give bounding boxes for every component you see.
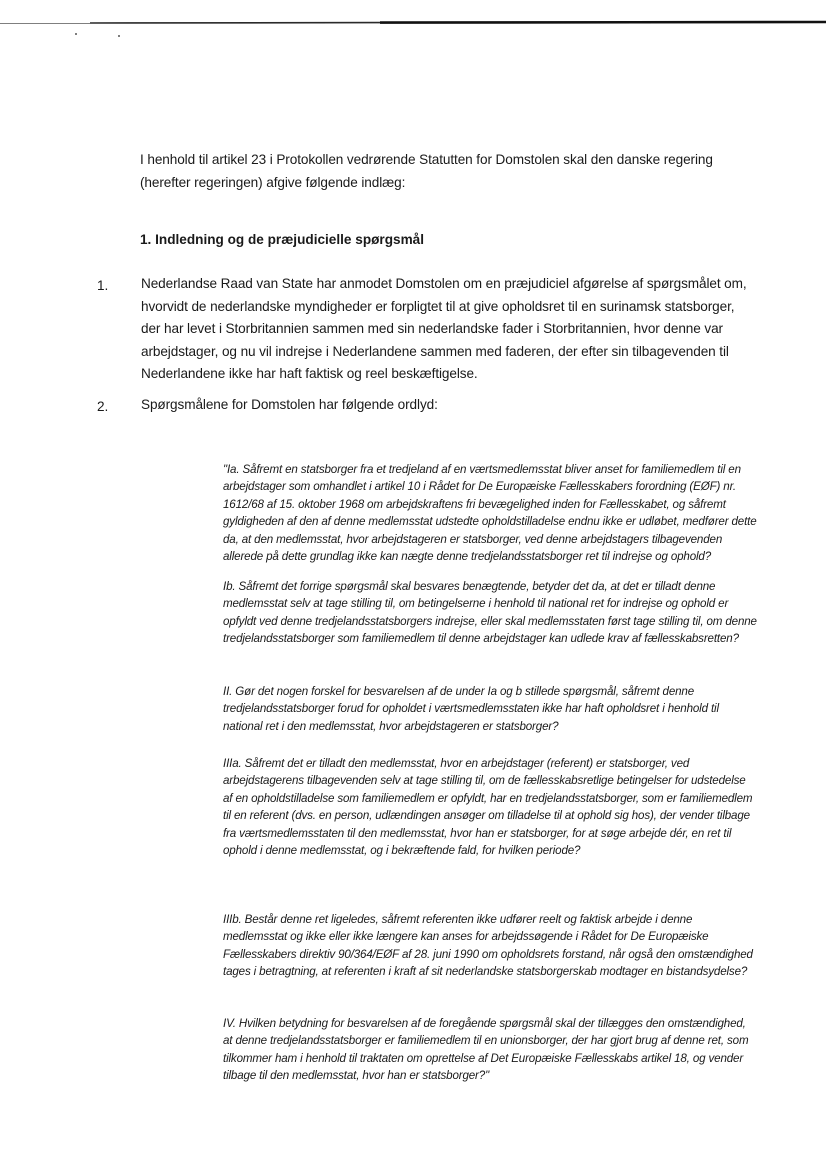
question-iiib: IIIb. Består denne ret ligeledes, såfremt referenten ikke udfører reelt og faktisk arbejde i denne medlemsstat og ikke eller ikke længere kan anses for arbejdssøgende i Rådet for De Europæiske Fællesskabers direktiv 90/364/EØF af 28. juni 1990 om opholdsrets forstand, når også den omstændighed tages i betragtning, at referenten i kraft af sit nederlandske statsborgerskab modtager en bistandsydelse?	[223, 913, 753, 979]
paragraph-text: Nederlandse Raad van State har anmodet Domstolen om en præjudiciel afgørelse af spørgsmålet om, hvorvidt de nederlandske myndigheder er forpligtet til at give opholdsret til en surinamsk statsborger, der har levet i Storbritannien sammen med sin nederlandske fader i Storbritannien, hvor denne var arbejdstager, og nu vil indrejse i Nederlandene sammen med faderen, der efter sin tilbagevenden til Nederlandene ikke har haft faktisk og reel beskæftigelse.	[141, 276, 747, 381]
intro-paragraph: I henhold til artikel 23 i Protokollen vedrørende Statutten for Domstolen skal den danske regering (herefter regeringen) afgive følgende indlæg:	[140, 152, 713, 190]
paragraph-number: 1.	[97, 278, 109, 293]
question-iiia: IIIa. Såfremt det er tilladt den medlemsstat, hvor en arbejdstager (referent) er statsborger, ved arbejdstagerens tilbagevenden selv at tage stilling til, om de fællesskabsretlige betingelser for udstedelse af en opholdstilladelse som familiemedlem er opfyldt, har en tredjelandsstatsborger, som er familiemedlem til en referent (dvs. en person, udlændingen ansøger om tilladelse til at ophold sig hos), der vender tilbage fra værtsmedlemsstaten til den medlemsstat, hvor han er statsborger, for at søge arbejde dér, en ret til ophold i denne medlemsstat, og i bekræftende fald, for hvilken periode?	[223, 757, 753, 858]
question-ii: II. Gør det nogen forskel for besvarelsen af de under Ia og b stillede spørgsmål, såfremt denne tredjelandsstatsborger forud for opholdet i værtsmedlemsstaten ikke har haft opholdsret i henhold til national ret i den medlemsstat, hvor arbejdstageren er statsborger?	[223, 685, 719, 733]
section-heading: 1. Indledning og de præjudicielle spørgsmål	[140, 232, 425, 247]
question-ia: "Ia. Såfremt en statsborger fra et tredjeland af en værtsmedlemsstat bliver anset for familiemedlem til en arbejdstager som omhandlet i artikel 10 i Rådet for De Europæiske Fællesskabers forordning (EØF) nr. 1612/68 af 15. oktober 1968 om arbejdskraftens fri bevægelighed inden for Fællesskabet, og såfremt gyldigheden af den af denne medlemsstat udstedte opholdstilladelse endnu ikke er udløbet, medfører dette da, at den medlemsstat, hvor arbejdstageren er statsborger, ved denne arbejdstagers tilbagevenden allerede på dette grundlag ikke kan nægte denne tredjelandsstatsborger ret til indrejse og ophold?	[223, 463, 757, 564]
question-ib: Ib. Såfremt det forrige spørgsmål skal besvares benægtende, betyder det da, at det er tilladt denne medlemsstat selv at tage stilling til, om betingelserne i henhold til national ret for indrejse og ophold er opfyldt ved denne tredjelandsstatsborgers indrejse, eller skal medlemsstaten først tage stilling til, om denne tredjelandsstatsborger som familiemedlem til denne arbejdstager kan udlede krav af fællesskabsretten?	[223, 580, 757, 646]
paragraph-text: Spørgsmålene for Domstolen har følgende ordlyd:	[141, 397, 438, 412]
scan-speck	[118, 35, 120, 37]
paragraph-number: 2.	[97, 399, 109, 414]
scan-speck	[75, 33, 77, 35]
question-iv: IV. Hvilken betydning for besvarelsen af de foregående spørgsmål skal der tillægges den omstændighed, at denne tredjelandsstatsborger er familiemedlem til en unionsborger, der har gjort brug af denne ret, som tilkommer ham i henhold til traktaten om oprettelse af Det Europæiske Fællesskabs artikel 18, og vender tilbage til den medlemsstat, hvor han er statsborger?"	[223, 1017, 749, 1083]
scan-header-line	[0, 20, 826, 26]
